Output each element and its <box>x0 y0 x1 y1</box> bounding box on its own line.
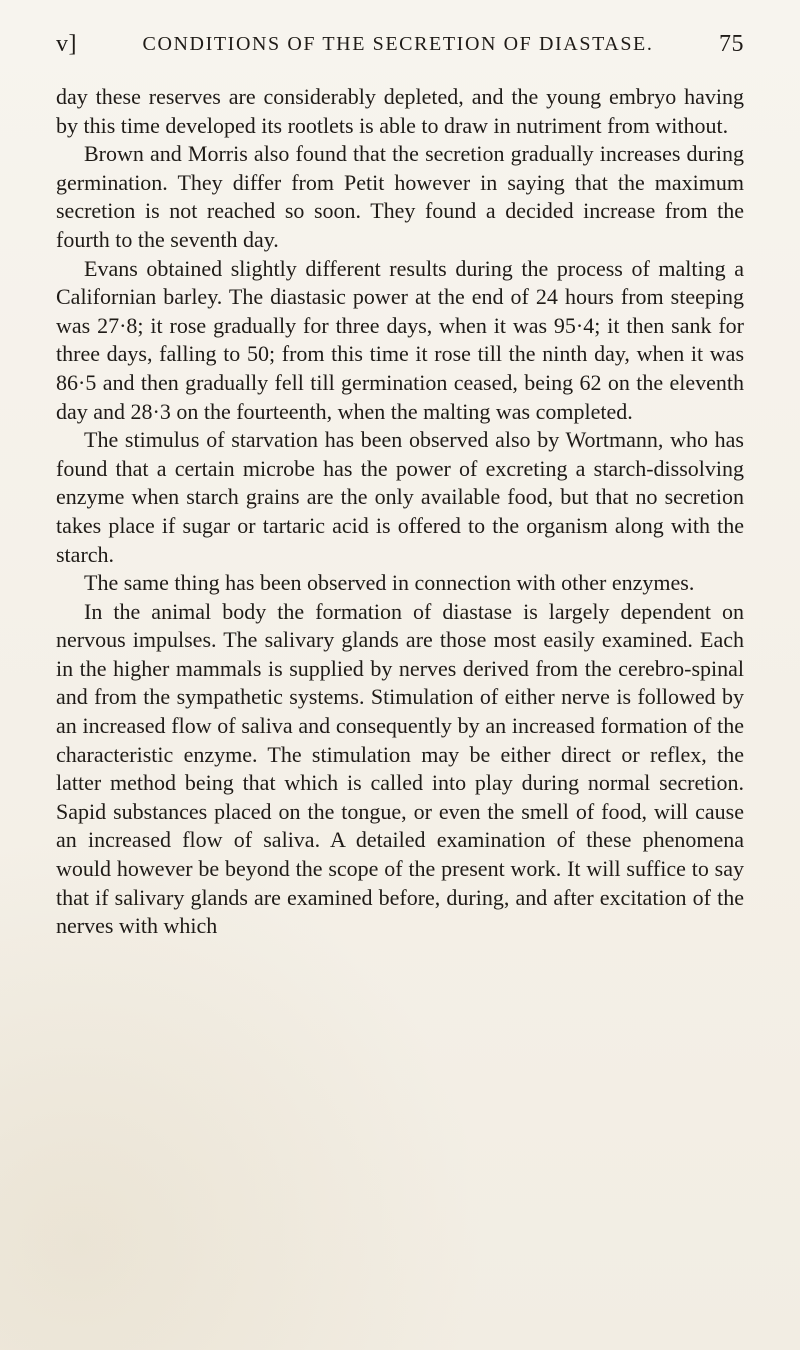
paragraph-6: In the animal body the formation of diastase is largely dependent on nervous impulses. The salivary glands are those most easily examined. Each in the higher mammals is supplied by nerves derived from the cerebro-spinal and from the sympathetic systems. Stimulation of either nerve is followed by an increased flow of saliva and consequently by an increased formation of the characteristic enzyme. The stimulation may be either direct or reflex, the latter method being that which is called into play during normal secretion. Sapid substances placed on the tongue, or even the smell of food, will cause an increased flow of saliva. A detailed examination of these phenomena would however be beyond the scope of the present work. It will suffice to say that if salivary glands are examined before, during, and after excitation of the nerves with which <box>56 598 744 939</box>
page-number: 75 <box>719 30 744 57</box>
paragraph-4: The stimulus of starvation has been observed also by Wortmann, who has found that a certain microbe has the power of excreting a starch-dissolving enzyme when starch grains are the only available food, but that no secretion takes place if sugar or tartaric acid is offered to the organism along with the starch. <box>56 427 744 567</box>
paragraph-5: The same thing has been observed in connection with other enzymes. <box>84 570 695 596</box>
body-text <box>56 83 744 941</box>
paragraph-2: Brown and Morris also found that the secretion gradually increases during germination. They differ from Petit however in saying that the maximum secretion is not reached so soon. They found a decided increase from the fourth to the seventh day. <box>56 141 744 252</box>
running-title: CONDITIONS OF THE SECRETION OF DIASTASE. <box>142 32 654 55</box>
paragraph-1: day these reserves are considerably depleted, and the young embryo having by this time developed its rootlets is able to draw in nutriment from without. <box>56 84 744 138</box>
chapter-number: v] <box>56 30 77 57</box>
running-head <box>56 26 744 62</box>
paragraph-3: Evans obtained slightly different results during the process of malting a Californian barley. The diastasic power at the end of 24 hours from steeping was 27·8; it rose gradually for three days, when it was 95·4; it then sank for three days, falling to 50; from this time it rose till the ninth day, when it was 86·5 and then gradually fell till germination ceased, being 62 on the eleventh day and 28·3 on the fourteenth, when the malting was completed. <box>56 255 744 424</box>
